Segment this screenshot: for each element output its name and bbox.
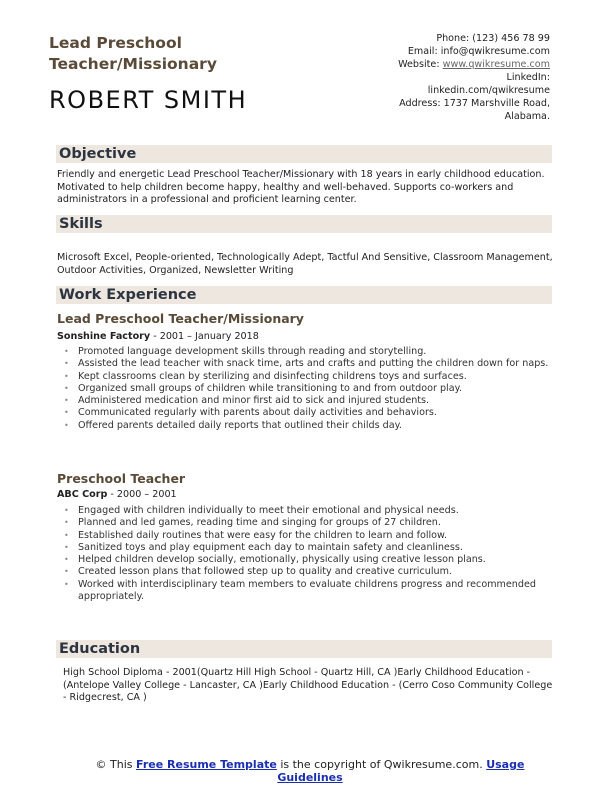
list-item: • Kept classrooms clean by sterilizing and disinfecting childrens toys and surfaces. [78, 371, 568, 383]
job-dates-2: - 2000 – 2001 [107, 489, 177, 500]
list-item: • Assisted the lead teacher with snack time, arts and crafts and putting the children down for naps. [78, 358, 568, 370]
objective-text: Friendly and energetic Lead Preschool Teacher/Missionary with 18 years in early childhood education. Motivated to help children become happy, healthy and well-behaved. Supports co-workers and administrators in a professional and proficient learning center. [57, 169, 545, 205]
free-resume-template-link[interactable]: Free Resume Template [136, 758, 277, 771]
footer-copyright: © This Free Resume Template is the copyright of Qwikresume.com. Usage Guidelines [95, 758, 525, 784]
contact-block [350, 32, 550, 123]
section-heading-work-experience: Work Experience [56, 286, 552, 304]
list-item: • Offered parents detailed daily reports that outlined their childs day. [78, 420, 568, 432]
list-item: • Planned and led games, reading time and singing for groups of 27 children. [78, 517, 568, 529]
education-text: High School Diploma - 2001(Quartz Hill High School - Quartz Hill, CA )Early Childhood Education - (Antelope Valley College - Lancaster, CA )Early Childhood Education - (Cerro Coso Community College - Ridgecrest, CA ) [63, 667, 553, 703]
skills-text: Microsoft Excel, People-oriented, Technologically Adept, Tactful And Sensitive, Classroom Management, Outdoor Activities, Organized, Newsletter Writing [57, 252, 553, 276]
job-meta-1 [57, 331, 259, 342]
website-link[interactable]: www.qwikresume.com [442, 59, 550, 70]
title-line-1: Lead Preschool [49, 34, 182, 52]
list-item: • Organized small groups of children while transitioning to and from outdoor play. [78, 383, 568, 395]
contact-phone: Phone: (123) 456 78 99 [436, 33, 550, 44]
title-line-2: Teacher/Missionary [49, 55, 217, 73]
job-title-2: Preschool Teacher [57, 471, 186, 486]
list-item: • Communicated regularly with parents about daily activities and behaviors. [78, 407, 568, 419]
contact-website: Website: www.qwikresume.com [398, 59, 550, 70]
contact-linkedin-label: LinkedIn: [506, 72, 550, 83]
section-heading-objective: Objective [56, 145, 552, 163]
job-company-1: Sonshine Factory [57, 331, 151, 342]
contact-address-line2: Alabama. [504, 111, 550, 122]
list-item: • Administered medication and minor first aid to sick and injured students. [78, 395, 568, 407]
list-item: • Established daily routines that were easy for the children to learn and follow. [78, 530, 568, 542]
contact-address-line1: Address: 1737 Marshville Road, [399, 98, 550, 109]
list-item: • Worked with interdisciplinary team members to evaluate childrens progress and recommended appropriately. [78, 579, 568, 604]
job-company-2: ABC Corp [57, 489, 108, 500]
list-item: • Promoted language development skills through reading and storytelling. [78, 346, 568, 358]
list-item: • Engaged with children individually to meet their emotional and physical needs. [78, 505, 568, 517]
list-item: • Helped children develop socially, emotionally, physically using creative lesson plans. [78, 554, 568, 566]
contact-linkedin-value: linkedin.com/qwikresume [427, 85, 550, 96]
job-bullets-2 [62, 505, 568, 603]
job-title-1: Lead Preschool Teacher/Missionary [57, 311, 304, 326]
job-dates-1: - 2001 – January 2018 [150, 331, 259, 342]
job-meta-2 [57, 489, 177, 500]
contact-email: Email: info@qwikresume.com [407, 46, 550, 57]
resume-job-title [49, 33, 217, 75]
list-item: • Sanitized toys and play equipment each day to maintain safety and cleanliness. [78, 542, 568, 554]
usage-guidelines-link[interactable]: Usage Guidelines [277, 758, 525, 784]
candidate-name: ROBERT SMITH [49, 86, 248, 114]
job-bullets-1 [62, 346, 568, 432]
section-heading-skills: Skills [56, 215, 552, 233]
list-item: • Created lesson plans that followed step up to quality and creative curriculum. [78, 566, 568, 578]
section-heading-education: Education [56, 640, 552, 658]
